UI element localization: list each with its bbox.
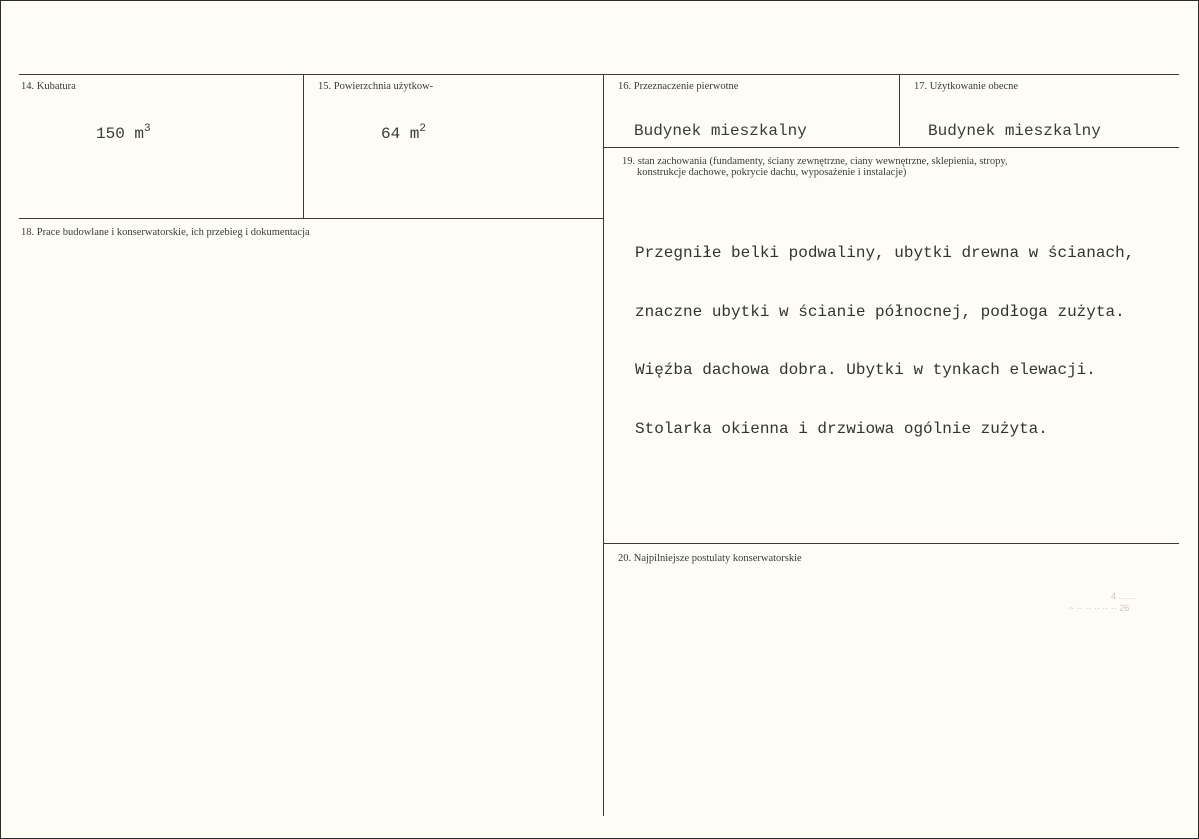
field-14-value (96, 123, 151, 143)
powierzchnia-value: 64 m (381, 125, 420, 143)
rule-under-14-15 (19, 218, 603, 219)
field-19-label-line2: konstrukcje dachowe, pokrycie dachu, wyposażenie i instalacje) (637, 167, 907, 178)
kubatura-unit-exponent: 3 (144, 123, 151, 135)
field-18-label: 18. Prace budowlane i konserwatorskie, ich przebieg i dokumentacja (21, 227, 310, 238)
top-rule (19, 74, 1179, 75)
field-15-label: 15. Powierzchnia użytkow- (318, 81, 434, 92)
divider-14-15 (303, 74, 304, 218)
rule-above-20 (604, 543, 1179, 544)
condition-line: znaczne ubytki w ścianie północnej, podłoga zużyta. (635, 302, 1125, 321)
faint-mark: ~ ·· ·· ·· ·· ·· 26 (1069, 603, 1130, 613)
field-14-label: 14. Kubatura (21, 81, 76, 92)
condition-line: Więźba dachowa dobra. Ubytki w tynkach elewacji. (635, 361, 1096, 379)
field-19-label-line1: 19. stan zachowania (fundamenty, ściany zewnętrzne, ciany wewnętrzne, sklepienia, stropy, (622, 156, 1008, 167)
field-16-value: Budynek mieszkalny (634, 122, 807, 140)
field-15-value (381, 123, 426, 143)
condition-line: Przegniłe belki podwaliny, ubytki drewna w ścianach, (635, 244, 1135, 262)
powierzchnia-unit-exponent: 2 (419, 123, 427, 135)
condition-line: Stolarka okienna i drzwiowa ogólnie zużyta. (635, 419, 1048, 438)
rule-under-16-17 (604, 147, 1179, 148)
divider-16-17 (899, 74, 900, 146)
kubatura-value: 150 m (96, 125, 145, 143)
field-19-label (622, 156, 1162, 178)
field-17-value: Budynek mieszkalny (928, 122, 1101, 140)
field-19-text (635, 205, 1134, 478)
faint-mark: 4 ....... (1111, 591, 1137, 601)
field-20-label: 20. Najpilniejsze postulaty konserwatorskie (618, 553, 802, 564)
field-17-label: 17. Użytkowanie obecne (914, 81, 1019, 92)
field-16-label: 16. Przeznaczenie pierwotne (618, 81, 739, 92)
divider-center (603, 74, 604, 816)
